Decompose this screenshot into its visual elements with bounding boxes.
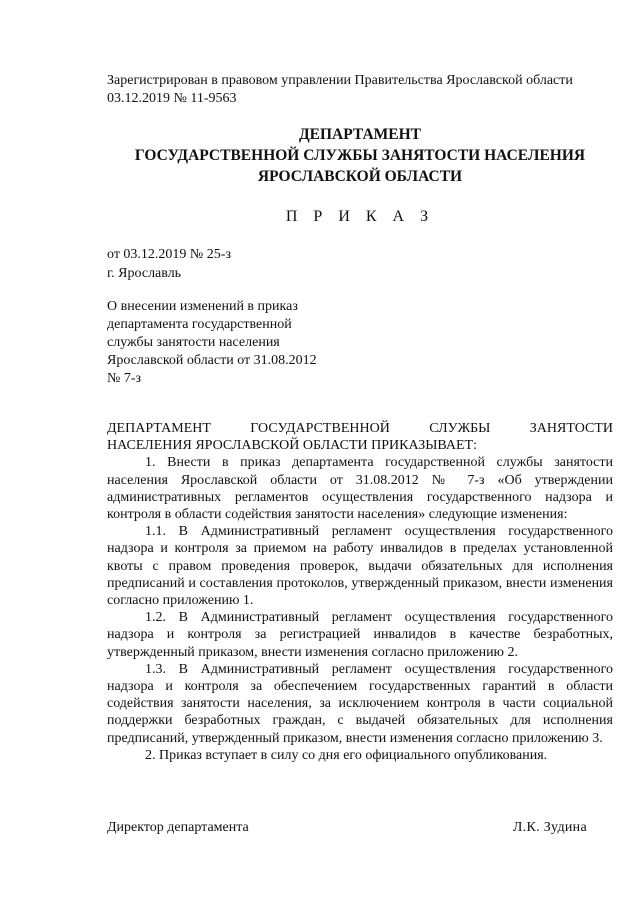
- order-date-number: от 03.12.2019 № 25-з: [107, 247, 231, 262]
- registration-note: [107, 72, 617, 108]
- paragraph-2: 2. Приказ вступает в силу со дня его официального опубликования.: [145, 747, 548, 763]
- signatory-position: Директор департамента: [107, 820, 249, 835]
- department-header: [60, 124, 640, 187]
- order-body: [107, 420, 613, 764]
- date-and-place: [107, 245, 231, 283]
- preamble-line-1: ДЕПАРТАМЕНТ ГОСУДАРСТВЕННОЙ СЛУЖБЫ ЗАНЯТОСТИ: [107, 421, 613, 436]
- department-line-2: ГОСУДАРСТВЕННОЙ СЛУЖБЫ ЗАНЯТОСТИ НАСЕЛЕНИЯ: [134, 147, 586, 164]
- subject-line: департамента государственной: [107, 317, 292, 332]
- department-line-3: ЯРОСЛАВСКОЙ ОБЛАСТИ: [257, 168, 463, 185]
- preamble-line-2: НАСЕЛЕНИЯ ЯРОСЛАВСКОЙ ОБЛАСТИ ПРИКАЗЫВАЕТ:: [107, 438, 477, 454]
- signatory-name: Л.К. Зудина: [512, 820, 587, 835]
- order-subject: [107, 298, 317, 388]
- department-line-1: ДЕПАРТАМЕНТ: [298, 126, 422, 143]
- paragraph-1: 1. Внести в приказ департамента государственной службы занятости населения Ярославской области от 31.08.2012 № 7-з «Об утверждении административных регламентов осуществления государственного надзора и контроля в области содействия занятости населения» следующие изменения:: [107, 455, 613, 523]
- registration-line-2: 03.12.2019 № 11-9563: [107, 91, 237, 106]
- subject-line: О внесении изменений в приказ: [107, 299, 298, 314]
- order-city: г. Ярославль: [107, 266, 182, 281]
- registration-line-1: Зарегистрирован в правовом управлении Правительства Ярославской области: [107, 73, 573, 88]
- subject-line: службы занятости населения: [107, 335, 280, 350]
- paragraph-1-2: 1.2. В Административный регламент осуществления государственного надзора и контроля за регистрацией инвалидов в качестве безработных, утвержденный приказом, внести изменения согласно приложению 2.: [107, 610, 613, 660]
- subject-line: Ярославской области от 31.08.2012: [107, 353, 317, 368]
- paragraph-1-3: 1.3. В Административный регламент осуществления государственного надзора и контроля за обеспечением государственных гарантий в области содействия занятости населения, за исключением контроля в части социальной поддержки безработных граждан, с выдачей обязательных для исполнения предписаний, утвержденный приказом, внести изменения согласно приложению 3.: [107, 661, 613, 746]
- document-type-title: П Р И К А З: [285, 208, 435, 225]
- subject-line: № 7-з: [107, 371, 142, 386]
- paragraph-1-1: 1.1. В Административный регламент осуществления государственного надзора и контроля за приемом на работу инвалидов в пределах установленной квоты с правом проведения проверок, выдачи обязательных для исполнения предписаний и составления протоколов, утвержденный приказом, внести изменения согласно приложению 1.: [107, 524, 613, 609]
